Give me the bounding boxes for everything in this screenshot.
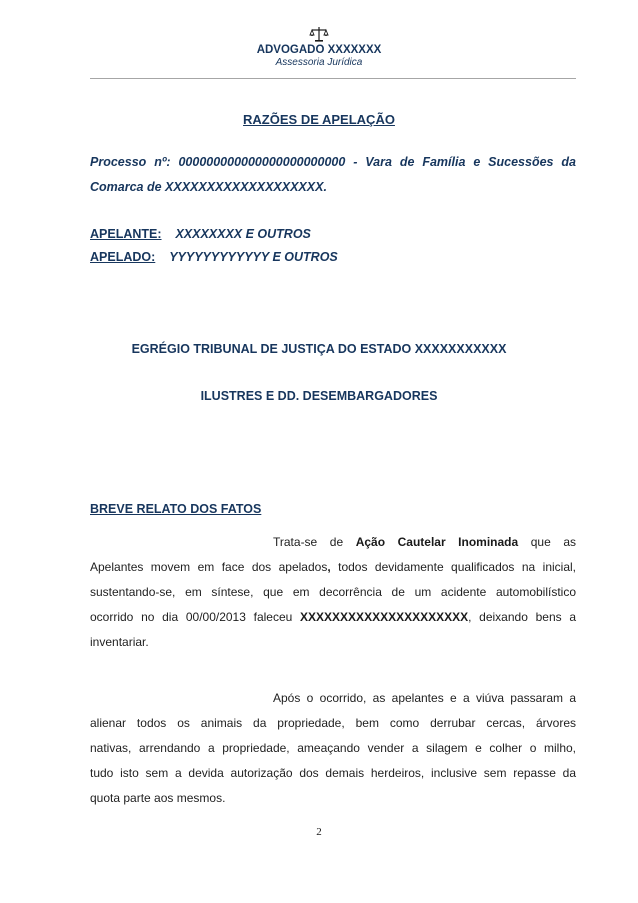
paragraph-1 (90, 530, 576, 655)
desembargadores-heading: ILUSTRES E DD. DESEMBARGADORES (200, 389, 438, 403)
apelante-label: APELANTE: (90, 227, 162, 241)
tribunal-heading: EGRÉGIO TRIBUNAL DE JUSTIÇA DO ESTADO XXXXXXXXXXX (131, 342, 507, 356)
paragraph-2-line-1: Após o ocorrido, as apelantes e a viúva passaram a (273, 691, 576, 705)
paragraph-1-line-3: sustentando-se, em síntese, que em decorrência de um acidente automobilístico (90, 585, 576, 599)
paragraph-2-line-5: quota parte aos mesmos. (90, 791, 226, 805)
apelado-row (90, 250, 338, 264)
header-firm-name: ADVOGADO XXXXXXX (256, 44, 382, 56)
apelante-row (90, 227, 311, 241)
document-title: RAZÕES DE APELAÇÃO (243, 112, 395, 127)
paragraph-2-line-2: alienar todos os animais da propriedade, bem como derrubar cercas, árvores (90, 716, 576, 730)
paragraph-2-line-4: tudo isto sem a devida autorização dos demais herdeiros, inclusive sem repasse da (90, 766, 576, 780)
processo-line-1: Processo nº: 000000000000000000000000 - Vara de Família e Sucessões da (90, 155, 576, 169)
apelado-label: APELADO: (90, 250, 156, 264)
paragraph-1-line-5: inventariar. (90, 635, 149, 649)
page-number: 2 (316, 826, 322, 838)
section-heading: BREVE RELATO DOS FATOS (90, 502, 262, 516)
paragraph-2-line-3: nativas, arrendando a propriedade, ameaçando vender a silagem e colher o milho, (90, 741, 576, 755)
apelante-value: XXXXXXXX E OUTROS (175, 227, 311, 241)
paragraph-1-line-1: Trata-se de Ação Cautelar Inominada que as (273, 535, 576, 549)
paragraph-1-line-2: Apelantes movem em face dos apelados, todos devidamente qualificados na inicial, (90, 560, 577, 574)
processo-line-2: Comarca de XXXXXXXXXXXXXXXXXXX. (90, 180, 327, 194)
header-divider (90, 78, 576, 79)
apelado-value: YYYYYYYYYYYY E OUTROS (169, 250, 338, 264)
paragraph-2 (90, 686, 576, 811)
paragraph-1-line-4: ocorrido no dia 00/00/2013 faleceu XXXXXXXXXXXXXXXXXXXXX, deixando bens a (90, 610, 576, 624)
scales-of-justice-icon (309, 26, 329, 42)
header-subtitle: Assessoria Jurídica (275, 57, 363, 68)
